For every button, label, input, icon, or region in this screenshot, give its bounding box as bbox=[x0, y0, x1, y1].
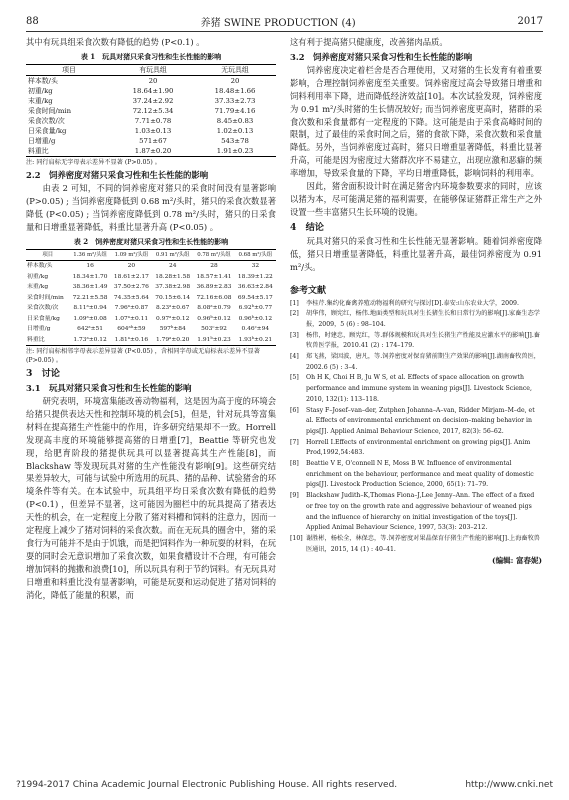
table2-cell: 28 bbox=[210, 263, 218, 270]
reference-text: Horrell I.Effects of environmental enrichment on growing pigs[J]. Anim Prod,1992,54:483. bbox=[306, 438, 531, 457]
table1-cell: 20 bbox=[230, 76, 240, 85]
table2-cell: 0.96ᵇ±0.12 bbox=[197, 315, 231, 322]
table2-row bbox=[26, 303, 276, 314]
table1-header: 项目 bbox=[62, 65, 76, 74]
reference-list bbox=[290, 299, 542, 556]
table2-cell: 597ᵇ±84 bbox=[159, 326, 186, 333]
table2-row-label: 日采食量/kg bbox=[27, 315, 60, 322]
table1-row-label: 采食次数/次 bbox=[28, 116, 65, 125]
reference-number: [3] bbox=[290, 331, 299, 339]
reference-text: Blackshaw Judith–K,Thomas Fiona–J,Lee Jenny–Ann. The effect of a fixed or free toy on the growth rate and aggressive behaviour of weaned pigs and the influence of hierarchy on initial investigation of the toys[J]. Applied Animal Behaviour Science, 1997, 53(3): 203–212. bbox=[306, 492, 535, 532]
table2 bbox=[26, 249, 276, 347]
table2-cell: 36.63±2.84 bbox=[237, 284, 273, 291]
table2-cell: 38.36±1.49 bbox=[72, 284, 108, 291]
table1-row-label: 末重/kg bbox=[28, 96, 53, 105]
section-3-2-para2: 因此，猪舍面积设计时在满足猪舍内环境参数要求的同时，应该以猪为本，尽可能满足猪的福利需要，在能够保证猪群正常生产之外设置一些丰富猪只生长环境的设施。 bbox=[290, 181, 542, 217]
table2-cell: 1.73ᵃ±0.12 bbox=[73, 336, 107, 343]
table2-cell: 37.38±2.98 bbox=[155, 284, 191, 291]
header-rule bbox=[26, 31, 543, 32]
table1-caption: 表 1 玩具对猪只采食习性和生长性能的影响 bbox=[80, 51, 222, 61]
table2-cell: 6.92ᵇ±0.77 bbox=[238, 305, 273, 312]
table1-row bbox=[26, 116, 276, 126]
table2-cell: 7.96ᵃ±0.87 bbox=[114, 305, 149, 312]
table1-row-label: 初重/kg bbox=[28, 86, 53, 95]
table1-header: 无玩具组 bbox=[221, 65, 249, 74]
table2-cell: 18.57±1.41 bbox=[196, 273, 232, 280]
table2-row-label: 样本数/头 bbox=[27, 263, 53, 270]
table1-row bbox=[26, 106, 276, 116]
table1-cell: 1.87±0.20 bbox=[134, 146, 172, 155]
table1-cell: 20 bbox=[148, 76, 158, 85]
table2-header: 0.68 m²/头组 bbox=[238, 251, 273, 258]
table2-cell: 36.89±2.83 bbox=[196, 284, 232, 291]
reference-item bbox=[290, 406, 542, 438]
table2-cell: 24 bbox=[168, 263, 177, 270]
table2-cell: 1.91ᵇ±0.23 bbox=[197, 336, 231, 343]
reference-item bbox=[290, 459, 542, 491]
table1-row-label: 料重比 bbox=[28, 146, 49, 155]
reference-text: 胡华伟，顾宪红，杨伟.地面类型和玩具对生长猪生长和日常行为的影响[J].家畜生态学报，2009，5 (6) : 98–104. bbox=[306, 310, 540, 328]
table2-cell: 1.07ᵃ±0.11 bbox=[114, 315, 149, 322]
table1-cell: 18.48±1.66 bbox=[214, 86, 256, 95]
table1-cell: 8.45±0.83 bbox=[216, 116, 254, 125]
table2-cell: 604ᵃᵇ±59 bbox=[117, 326, 146, 333]
table2-cell: 18.28±1.58 bbox=[155, 273, 191, 280]
reference-text: Beattie V E, O'connell N E, Moss B W. Influence of environmental enrichment on the behaviour, performance and meat quality of domestic pigs[J]. Livestock Production Science, 2000, 65(1): 71–79. bbox=[306, 460, 534, 489]
reference-number: [10] bbox=[290, 534, 303, 542]
reference-number: [1] bbox=[290, 299, 299, 307]
reference-number: [5] bbox=[290, 374, 299, 382]
table2-cell: 32 bbox=[251, 263, 260, 270]
table1-row-label: 日增重/g bbox=[28, 136, 56, 145]
section-4-text: 玩具对猪只的采食习性和生长性能无显著影响。随着饲养密度降低，猪只日增重显著降低，料重比显著升高，最佳饲养密度为 0.91 m²/头。 bbox=[290, 235, 542, 272]
reference-text: 谢胜彬，杨松全，林保忠，等.饲养密度对果晶保育仔猪生产性能的影响[J].上海畜牧兽医通讯，2015, 14 (1) : 40–41. bbox=[306, 534, 540, 553]
table2-header: 0.91 m²/头组 bbox=[155, 251, 190, 258]
reference-item bbox=[290, 331, 542, 352]
reference-text: 郑飞燕，梁因波，唐凡，等.饲养密度对保育猪前期生产效果的影响[J].湖南畜牧兽医，2002.6 (5) : 3–4. bbox=[306, 353, 540, 371]
table2-cell: 18.34±1.70 bbox=[72, 273, 108, 280]
table2-row bbox=[26, 293, 276, 304]
table2-cell: 37.50±2.76 bbox=[113, 284, 149, 291]
table2-header: 1.09 m²/头组 bbox=[114, 251, 149, 258]
continued-text: 这有利于提高猪只健康度，改善猪肉品质。 bbox=[290, 37, 448, 47]
reference-number: [7] bbox=[290, 438, 299, 446]
table1-row bbox=[26, 126, 276, 136]
table2-cell: 0.96ᵇ±0.12 bbox=[238, 315, 273, 322]
section-3-title: 3 讨论 bbox=[26, 368, 60, 380]
table1-row-label: 日采食量/kg bbox=[28, 126, 67, 135]
table1-cell: 72.12±5.34 bbox=[132, 106, 174, 115]
reference-item bbox=[290, 491, 542, 534]
table2-cell: 8.11ᵃ±0.94 bbox=[73, 305, 107, 312]
reference-item bbox=[290, 309, 542, 330]
cnki-link[interactable]: http://www.cnki.net bbox=[465, 780, 553, 790]
right-column bbox=[290, 36, 542, 566]
table2-cell: 72.21±5.58 bbox=[72, 294, 108, 301]
journal-title: 养猪 SWINE PRODUCTION (4) bbox=[200, 17, 356, 29]
table1-cell: 7.71±0.78 bbox=[134, 116, 172, 125]
table1 bbox=[26, 64, 276, 157]
table2-header: 项目 bbox=[42, 251, 54, 258]
reference-text: Oh H K, Choi H B, Ju W S, et al. Effects of space allocation on growth performance and immune system in weaning pigs[J]. Livestock Science, 2010, 132(1): 113–118. bbox=[306, 374, 532, 403]
table2-row-label: 日增重/g bbox=[27, 326, 51, 333]
table1-cell: 1.91±0.23 bbox=[216, 146, 254, 155]
table1-cell: 543±78 bbox=[221, 136, 249, 145]
table1-cell: 18.64±1.90 bbox=[132, 86, 174, 95]
table1-row bbox=[26, 136, 276, 146]
page-number: 88 bbox=[26, 15, 39, 27]
table2-cell: 0.46ᶜ±94 bbox=[241, 326, 270, 333]
section-3-2-title: 3.2 饲养密度对猪只采食习性和生长性能的影响 bbox=[290, 51, 473, 62]
table2-cell: 503ᶜ±92 bbox=[201, 326, 227, 333]
table2-row-label: 初重/kg bbox=[27, 273, 49, 280]
table1-row bbox=[26, 86, 276, 96]
table2-cell: 72.16±6.08 bbox=[196, 294, 232, 301]
table2-cell: 8.23ᵃ±0.67 bbox=[155, 305, 190, 312]
table2-caption: 表 2 饲养密度对猪只采食习性和生长性能的影响 bbox=[73, 236, 229, 246]
section-2-2-title: 2.2 饲养密度对猪只采食习性和生长性能的影响 bbox=[26, 169, 209, 180]
table1-cell: 37.33±2.73 bbox=[214, 96, 256, 105]
table2-cell: 18.61±2.17 bbox=[113, 273, 149, 280]
table1-row bbox=[26, 75, 276, 86]
table2-cell: 1.93ᵇ±0.21 bbox=[238, 336, 273, 343]
table1-row bbox=[26, 146, 276, 157]
reference-item bbox=[290, 299, 542, 310]
section-3-1-text: 研究表明，环境富集能改善动物福利，这是因为高于度的环境会给猪只提供表达天性和控制环境的机会[5]，但是，针对玩具等富集材料在提高猪生产性能中的作用，许多研究结果却不一致。Horrell 发现高丰度的环境能够提高猪的日增重[7]，Beattie 等研究也发现，给肥育阶段的猪提供玩具可以显著提高其生产性能[8]，而 Blackshaw 等发现玩具对猪的生产性能没有影响[9]。这些研究结果差异较大，可能与试验中所选用的玩具、猪的品种、试验猪舍的环境条件等有关。在本试验中，玩具组平均日采食次数有降低的趋势 (P<0.1) ，但差异不显著，这可能因为圈栏中的玩具提高了猪表达天性的机会，在一定程度上分散了猪对料槽和饲料的注意力，因而一定程度上减少了猪对饲料的采食次数。而在无玩具的圈舍中，猪的采食行为可能并不是由于饥饿，而是把饲料作为一种玩耍的材料，在玩耍的同时会无意识增加了采食次数，如果食槽设计不合理，有可能会增加饲料的抛撒和浪费[10]，所以玩具有利于节约饲料。有无玩具对日增重和料重比没有显著影响，可能是玩耍和运动促进了猪对饲料的消化，降低了能量的积累，而 bbox=[26, 396, 276, 600]
section-2-2-text: 由表 2 可知，不同的饲养密度对猪只的采食时间没有显著影响 (P>0.05) ; 当饲养密度降低到 0.68 m²/头时，猪只的采食次数显著降低 (P<0.05) ; 当饲养密度降低到 0.78 m²/头时，猪只的日采食量和日增重显著降低，料重比显著升高 (P<0.05) 。 bbox=[26, 182, 276, 232]
editor-credit: (编辑: 富春妮) bbox=[492, 556, 542, 566]
reference-text: Stasy F–Josef–van–der, Zutphen Johanna–A–van, Ridder Mirjam–M–de, et al. Effects of environmental enrichment on decision–making behavior in pigs[J]. Applied Animal Behaviour Science, 2017, 82(3): 56–62. bbox=[306, 406, 535, 435]
table2-row-label: 采食时间/min bbox=[27, 294, 64, 301]
section-3-1-title: 3.1 玩具对猪只采食习性和生长性能的影响 bbox=[26, 383, 192, 394]
table2-cell: 70.15±6.14 bbox=[155, 294, 191, 301]
reference-number: [6] bbox=[290, 406, 299, 414]
table2-header: 0.78 m²/头组 bbox=[197, 251, 231, 258]
table2-cell: 18.39±1.22 bbox=[237, 273, 273, 280]
table2-row bbox=[26, 272, 276, 283]
table2-row bbox=[26, 314, 276, 325]
references-title: 参考文献 bbox=[290, 285, 327, 296]
table1-row-label: 样本数/头 bbox=[28, 76, 58, 85]
reference-text: 杨伟，时建忠，顾宪红，等.群体规模和玩具对生长猪生产性能及应激水平的影响[J].畜牧兽医学报，2010.41 (2) : 174–179. bbox=[306, 331, 540, 350]
table2-row bbox=[26, 335, 276, 346]
table1-cell: 571±67 bbox=[139, 136, 167, 145]
section-3-2-para1: 饲养密度决定着栏舍是否合理使用，又对猪的生长发育有着重要影响，合理控制饲养密度至关重要。饲养密度过高会导致猪日增重和饲料利用率下降，进而降低经济效益[10]。本次试验发现，饲养密度为 0.91 m²/头时猪的生长情况较好; 而当饲养密度更高时，猪群的采食次数和采食量都有一定程度的下降。这可能是由于采食高峰时间的限制，过了最佳的采食时间之后，猪的食欲下降，采食次数和采食量降低。另外，当饲养密度过高时，猪只日增重显著降低，料重比显著升高，可能是因为密度过大猪群次序不易建立，出现应激和恶癖的频率增加，导致采食量的下降，平均日增重降低，影响饲料的利用率。 bbox=[290, 64, 542, 179]
table2-cell: 8.08ᵃ±0.79 bbox=[197, 305, 231, 312]
table2-row bbox=[26, 282, 276, 293]
table2-row bbox=[26, 261, 276, 272]
table2-cell: 74.35±5.64 bbox=[113, 294, 149, 301]
table1-row-label: 采食时间/min bbox=[28, 106, 72, 115]
intro-text: 其中有玩具组采食次数有降低的趋势 (P<0.1) 。 bbox=[26, 37, 205, 47]
table1-cell: 37.24±2.92 bbox=[132, 96, 174, 105]
copyright-text: ?1994-2017 China Academic Journal Electronic Publishing House. All rights reserved. bbox=[16, 780, 398, 790]
table2-cell: 20 bbox=[127, 263, 136, 270]
reference-text: 李桂芹.集约化畜禽养殖动物福利的研究与探讨[D].泰安:山东农业大学，2009. bbox=[306, 299, 519, 307]
table2-cell: 1.81ᵃ±0.16 bbox=[114, 336, 149, 343]
table1-cell: 1.03±0.13 bbox=[134, 126, 172, 135]
table1-note: 注: 同行肩标无字母表示差异不显著 (P>0.05) 。 bbox=[26, 158, 161, 166]
table2-row bbox=[26, 324, 276, 335]
reference-item bbox=[290, 352, 542, 373]
table1-cell: 1.02±0.13 bbox=[216, 126, 254, 135]
table2-cell: 1.09ᵃ±0.08 bbox=[73, 315, 107, 322]
running-header bbox=[26, 14, 543, 28]
journal-year: 2017 bbox=[517, 15, 543, 27]
table2-cell: 642ᵃ±51 bbox=[77, 326, 104, 333]
table2-note: 注: 同行肩标相邻字母表示差异显著 (P<0.05) ，含相同字母或无肩标表示差异不显著 (P>0.05) 。 bbox=[26, 348, 260, 365]
reference-item bbox=[290, 373, 542, 405]
left-column bbox=[26, 36, 276, 602]
table1-row bbox=[26, 96, 276, 106]
section-4-title: 4 结论 bbox=[290, 221, 324, 233]
table2-header: 1.36 m²/头组 bbox=[73, 251, 107, 258]
reference-number: [8] bbox=[290, 460, 299, 468]
table1-header: 有玩具组 bbox=[139, 65, 167, 74]
table1-cell: 71.79±4.16 bbox=[214, 106, 256, 115]
page-footer bbox=[16, 780, 553, 790]
table2-row-label: 料重比 bbox=[27, 336, 45, 343]
table2-cell: 16 bbox=[86, 263, 94, 270]
table2-cell: 1.79ᵃ±0.20 bbox=[155, 336, 190, 343]
table2-cell: 69.54±5.17 bbox=[237, 294, 273, 301]
reference-number: [9] bbox=[290, 492, 299, 500]
reference-number: [4] bbox=[290, 353, 299, 361]
table2-row-label: 末重/kg bbox=[27, 284, 49, 291]
table2-row-label: 采食次数/次 bbox=[27, 305, 59, 312]
reference-item bbox=[290, 534, 542, 555]
reference-number: [2] bbox=[290, 310, 299, 318]
reference-item bbox=[290, 438, 542, 459]
table2-cell: 0.97ᵃ±0.12 bbox=[155, 315, 190, 322]
